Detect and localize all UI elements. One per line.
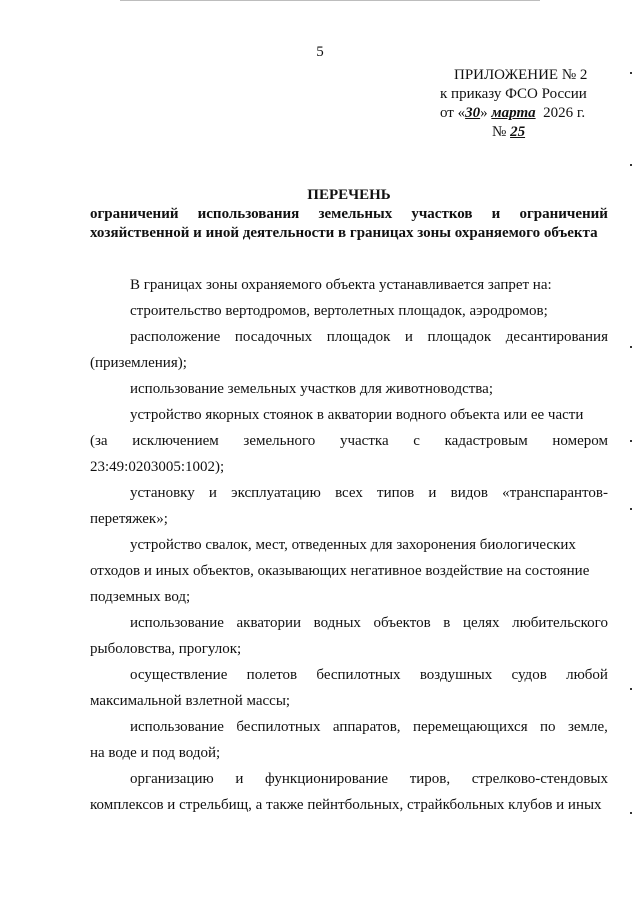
order-number: 25 <box>510 124 526 140</box>
word: десантирования <box>505 329 608 345</box>
scan-mark <box>630 812 632 814</box>
item-unmanned-vehicles <box>90 714 608 740</box>
word: всех <box>335 485 363 501</box>
item-water-use <box>90 610 608 636</box>
date-day: 30 <box>465 105 481 121</box>
word: видов <box>450 485 488 501</box>
word: земле, <box>567 719 608 735</box>
intro-paragraph: В границах зоны охраняемого объекта устанавливается запрет на: <box>130 277 552 293</box>
scan-edge-line <box>120 0 540 1</box>
appendix-number-line <box>440 123 630 142</box>
document-body <box>90 272 608 818</box>
page-number: 5 <box>316 44 324 60</box>
appendix-order-line: к приказу ФСО России <box>440 86 587 102</box>
word: судов <box>511 667 547 683</box>
date-prefix: от « <box>440 105 466 121</box>
word: тиров, <box>409 771 451 787</box>
heading-line-1 <box>90 205 608 224</box>
item-landing-sites-cont: (приземления); <box>90 355 187 371</box>
number-prefix: № <box>492 124 507 140</box>
word: в <box>443 615 451 631</box>
word: объектов <box>373 615 431 631</box>
word: исключением <box>132 433 219 449</box>
date-mid: » <box>480 105 488 121</box>
scan-mark <box>630 72 632 74</box>
heading-word: земельных <box>318 206 393 222</box>
word: аппаратов, <box>332 719 401 735</box>
scan-mark <box>630 346 632 348</box>
word: любой <box>566 667 608 683</box>
item-dumps: устройство свалок, мест, отведенных для захоронения биологических <box>130 537 576 553</box>
cadastral-number: 23:49:0203005:1002); <box>90 459 225 475</box>
appendix-block <box>440 66 630 142</box>
word: любительского <box>512 615 608 631</box>
heading-word: участков <box>411 206 473 222</box>
item-drones-cont: максимальной взлетной массы; <box>90 693 291 709</box>
word: акватории <box>236 615 302 631</box>
heading-word: ограничений <box>519 206 608 222</box>
scan-mark <box>630 508 632 510</box>
word: полетов <box>246 667 298 683</box>
word: расположение <box>130 329 221 345</box>
word: участка <box>339 433 389 449</box>
document-heading <box>90 186 608 243</box>
word: перемещающихся <box>412 719 528 735</box>
word: по <box>540 719 556 735</box>
item-anchorage: устройство якорных стоянок в акватории водного объекта или ее части <box>130 407 584 423</box>
word: земельного <box>243 433 316 449</box>
word: и <box>404 329 413 345</box>
word: и <box>208 485 217 501</box>
word: использование <box>130 719 224 735</box>
item-livestock: использование земельных участков для животноводства; <box>130 381 493 397</box>
scan-mark <box>630 688 632 690</box>
word: и <box>428 485 437 501</box>
item-shooting-ranges <box>90 766 608 792</box>
word: функционирование <box>265 771 389 787</box>
word: и <box>235 771 244 787</box>
word: организацию <box>130 771 214 787</box>
word: «транспарантов- <box>502 485 608 501</box>
word: беспилотных <box>316 667 401 683</box>
date-year: 2026 г. <box>543 105 586 121</box>
scan-mark <box>630 164 632 166</box>
word: установку <box>130 485 195 501</box>
item-banners-cont: перетяжек»; <box>90 511 168 527</box>
item-banners <box>90 480 608 506</box>
word: кадастровым <box>444 433 528 449</box>
heading-word: и <box>491 206 501 222</box>
item-water-use-cont: рыболовства, прогулок; <box>90 641 242 657</box>
word: типов <box>377 485 415 501</box>
item-drones <box>90 662 608 688</box>
item-helipads: строительство вертодромов, вертолетных площадок, аэродромов; <box>130 303 548 319</box>
word: с <box>413 433 420 449</box>
word: эксплуатацию <box>231 485 321 501</box>
word: беспилотных <box>236 719 321 735</box>
item-shooting-ranges-cont: комплексов и стрельбищ, а также пейнтбольных, страйкбольных клубов и иных <box>90 797 602 813</box>
word: осуществление <box>130 667 228 683</box>
word: (за <box>90 433 108 449</box>
word: площадок <box>427 329 492 345</box>
item-anchorage-line2 <box>90 428 608 454</box>
item-dumps-line3: подземных вод; <box>90 589 191 605</box>
appendix-date-line <box>440 104 630 123</box>
date-month: марта <box>491 105 536 121</box>
word: посадочных <box>234 329 313 345</box>
word: использование <box>130 615 224 631</box>
word: номером <box>552 433 608 449</box>
appendix-title: ПРИЛОЖЕНИЕ № 2 <box>454 67 588 83</box>
word: площадок <box>326 329 391 345</box>
item-dumps-line2: отходов и иных объектов, оказывающих негативное воздействие на состояние <box>90 563 590 579</box>
word: воздушных <box>419 667 493 683</box>
heading-word: использования <box>197 206 300 222</box>
heading-word: ограничений <box>90 206 179 222</box>
item-landing-sites <box>90 324 608 350</box>
scan-mark <box>630 440 632 442</box>
word: стрелково-стендовых <box>471 771 608 787</box>
heading-line-2: хозяйственной и иной деятельности в границах зоны охраняемого объекта <box>90 225 598 241</box>
word: целях <box>462 615 500 631</box>
word: водных <box>313 615 361 631</box>
heading-title: ПЕРЕЧЕНЬ <box>307 187 391 203</box>
item-unmanned-vehicles-cont: на воде и под водой; <box>90 745 221 761</box>
